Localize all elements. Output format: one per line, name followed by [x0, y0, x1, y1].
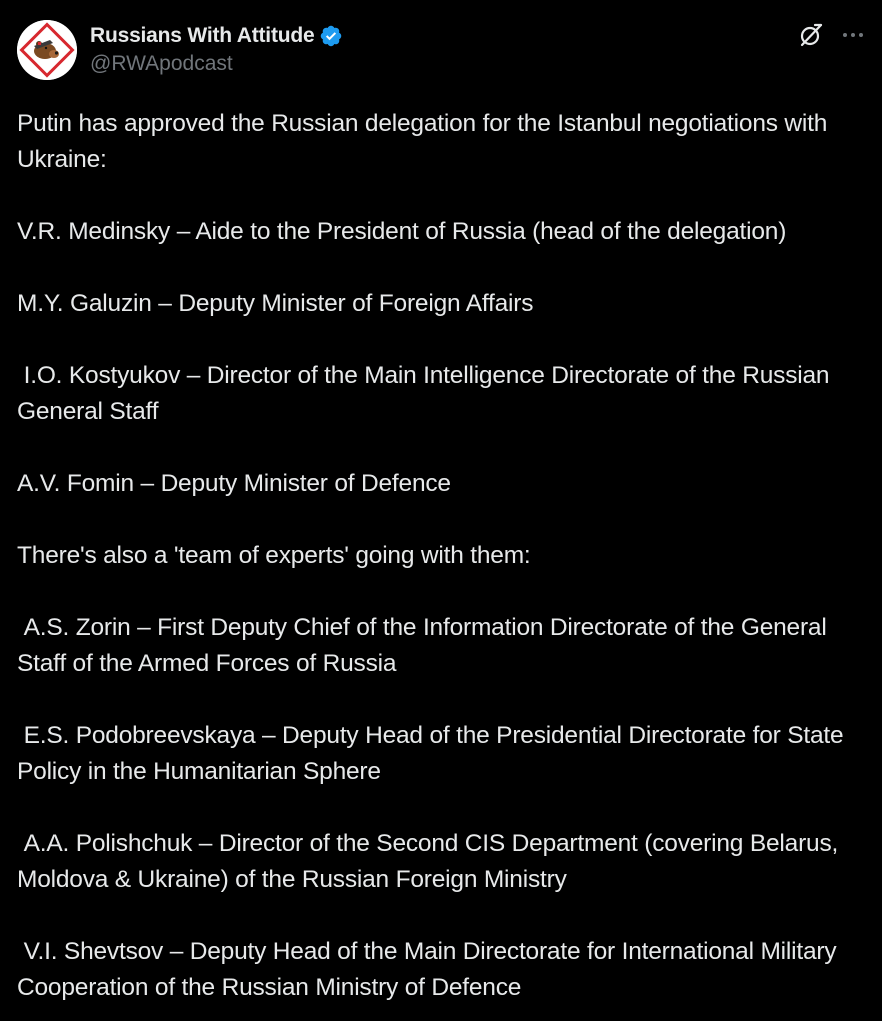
post-text	[17, 106, 866, 1006]
bear-diamond-logo-icon	[17, 20, 77, 80]
post-paragraph: V.R. Medinsky – Aide to the President of Russia (head of the delegation)	[17, 218, 787, 245]
post-paragraph: A.S. Zorin – First Deputy Chief of the Information Directorate of the General Staff of the Armed Forces of Russia	[17, 614, 834, 677]
post-paragraph: E.S. Podobreevskaya – Deputy Head of the Presidential Directorate for State Policy in the Humanitarian Sphere	[17, 722, 851, 785]
post-paragraph: I.O. Kostyukov – Director of the Main Intelligence Directorate of the Russian General Staff	[17, 362, 836, 425]
display-name[interactable]: Russians With Attitude	[90, 24, 315, 47]
grok-icon[interactable]	[798, 22, 824, 48]
post-paragraph: There's also a 'team of experts' going with them:	[17, 542, 531, 569]
name-row	[90, 22, 343, 50]
post-paragraph: Putin has approved the Russian delegation for the Istanbul negotiations with Ukraine:	[17, 110, 834, 173]
post-paragraph: A.V. Fomin – Deputy Minister of Defence	[17, 470, 451, 497]
post-header	[17, 20, 866, 84]
post-paragraph: M.Y. Galuzin – Deputy Minister of Foreign Affairs	[17, 290, 534, 317]
more-icon[interactable]	[840, 22, 866, 48]
post-actions	[798, 22, 866, 48]
post-paragraph: A.A. Polishchuk – Director of the Second CIS Department (covering Belarus, Moldova & Ukraine) of the Russian Foreign Ministry	[17, 830, 845, 893]
post-paragraph: V.I. Shevtsov – Deputy Head of the Main Directorate for International Military Cooperation of the Russian Ministry of Defence	[17, 938, 844, 1001]
author-info	[90, 22, 343, 76]
handle[interactable]: @RWApodcast	[90, 52, 233, 75]
avatar[interactable]	[17, 20, 77, 80]
verified-badge-icon[interactable]	[319, 24, 343, 48]
